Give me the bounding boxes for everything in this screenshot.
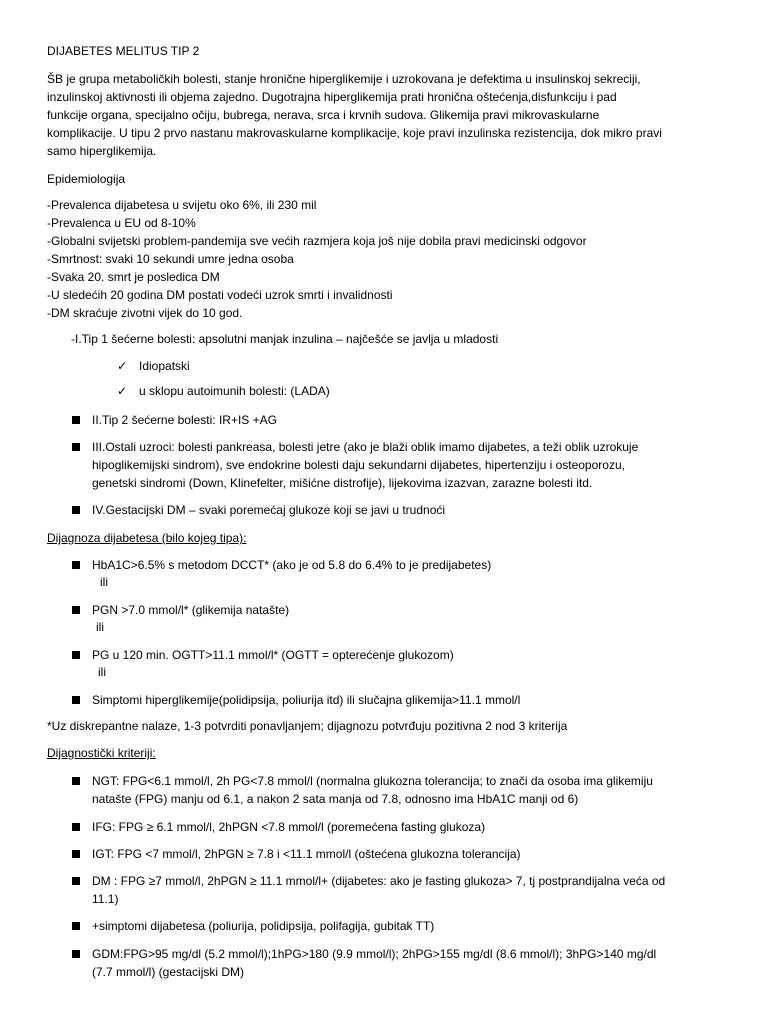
criteria-dm-line: DM : FPG ≥7 mmol/l, 2hPGN ≥ 11.1 mmol/l+ (dijabetes: ako je fasting glukoza> 7, tj postprandijalna veća od <box>92 874 666 888</box>
document-title: DIJABETES MELITUS TIP 2 <box>47 44 200 58</box>
square-bullet-icon <box>72 506 80 514</box>
epidemiology-line: -Svaka 20. smrt je posledica DM <box>47 270 220 284</box>
check-icon: ✓ <box>117 359 128 373</box>
or-label: ili <box>98 665 106 679</box>
criteria-ngt-line: natašte (FPG) manju od 6.1, a nakon 2 sata manja od 7.8, odnosno ima HbA1C manji od 6) <box>92 792 579 806</box>
square-bullet-icon <box>72 950 80 958</box>
epidemiology-line: -DM skraćuje zivotni vijek do 10 god. <box>47 306 243 320</box>
diagnosis-heading: Dijagnoza dijabetesa (bilo kojeg tipa): <box>47 531 247 545</box>
square-bullet-icon <box>72 922 80 930</box>
intro-line: komplikacije. U tipu 2 prvo nastanu makrovaskularne komplikacije, koje pravi inzulinska rezistencija, dok mikro pravi <box>47 126 662 140</box>
square-bullet-icon <box>72 443 80 451</box>
square-bullet-icon <box>72 877 80 885</box>
square-bullet-icon <box>72 696 80 704</box>
square-bullet-icon <box>72 416 80 424</box>
square-bullet-icon <box>72 651 80 659</box>
epidemiology-line: -Prevalenca u EU od 8-10% <box>47 216 196 230</box>
criteria-ngt-line: NGT: FPG<6.1 mmol/l, 2h PG<7.8 mmol/l (normalna glukozna tolerancija; to znači da osoba ima glikemiju <box>92 774 653 788</box>
other-causes-line: genetski sindromi (Down, Klinefelter, mišićne distrofije), lijekovima izazvan, zarazne bolesti itd. <box>92 476 593 490</box>
criteria-dm-line: 11.1) <box>92 892 119 906</box>
or-label: ili <box>100 575 108 589</box>
check-icon: ✓ <box>117 384 128 398</box>
diagnosis-item: PGN >7.0 mmol/l* (glikemija natašte) <box>92 603 290 617</box>
epidemiology-line: -Globalni svijetski problem-pandemija sve većih razmjera koja još nije dobila pravi medicinski odgovor <box>47 234 587 248</box>
criteria-symptoms-line: +simptomi dijabetesa (poliurija, polidipsija, polifagija, gubitak TT) <box>92 919 435 933</box>
criteria-gdm-line: (7.7 mmol/l) (gestacijski DM) <box>92 965 245 979</box>
square-bullet-icon <box>72 823 80 831</box>
type1-line: -I.Tip 1 šećerne bolesti: apsolutni manjak inzulina – najčešće se javlja u mladosti <box>71 332 499 346</box>
epidemiology-line: -U sledećih 20 godina DM postati vodeći uzrok smrti i invalidnosti <box>47 288 393 302</box>
epidemiology-line: -Prevalenca dijabetesa u svijetu oko 6%, ili 230 mil <box>47 198 317 212</box>
criteria-igt-line: IGT: FPG <7 mmol/l, 2hPGN ≥ 7.8 i <11.1 mmol/l (oštećena glukozna tolerancija) <box>92 847 521 861</box>
type1-subitem: Idiopatski <box>139 359 190 373</box>
square-bullet-icon <box>72 777 80 785</box>
intro-line: funkcije organa, specijalno očiju, bubrega, nerava, srca i krvnih sudova. Glikemija pravi mikrovaskularne <box>47 108 600 122</box>
criteria-heading: Dijagnostički kriteriji: <box>47 746 156 760</box>
epidemiology-heading: Epidemiologija <box>47 172 126 186</box>
square-bullet-icon <box>72 561 80 569</box>
type2-line: II.Tip 2 šećerne bolesti: IR+IS +AG <box>92 413 277 427</box>
diagnosis-item: Simptomi hiperglikemije(polidipsija, poliurija itd) ili slučajna glikemija>11.1 mmol/l <box>92 693 521 707</box>
square-bullet-icon <box>72 606 80 614</box>
intro-line: inzulinskoj aktivnosti ili objema zajedno. Dugotrajna hiperglikemija prati hronična oštećenja,disfunkciju i pad <box>47 90 617 104</box>
diagnosis-item: HbA1C>6.5% s metodom DCCT* (ako je od 5.8 do 6.4% to je predijabetes) <box>92 558 492 572</box>
criteria-gdm-line: GDM:FPG>95 mg/dl (5.2 mmol/l);1hPG>180 (9.9 mmol/l); 2hPG>155 mg/dl (8.6 mmol/l); 3hPG>140 mg/dl <box>92 947 657 961</box>
epidemiology-line: -Smrtnost: svaki 10 sekundi umre jedna osoba <box>47 252 294 266</box>
diagnosis-item: PG u 120 min. OGTT>11.1 mmol/l* (OGTT = opterećenje glukozom) <box>92 648 454 662</box>
criteria-ifg-line: IFG: FPG ≥ 6.1 mmol/l, 2hPGN <7.8 mmol/l (poremećena fasting glukoza) <box>92 820 486 834</box>
intro-line: samo hiperglikemija. <box>47 144 157 158</box>
square-bullet-icon <box>72 850 80 858</box>
diagnosis-note: *Uz diskrepantne nalaze, 1-3 potvrditi ponavljanjem; dijagnozu potvrđuju pozitivna 2 nod 3 kriterija <box>47 719 568 733</box>
or-label: ili <box>96 620 104 634</box>
type1-subitem: u sklopu autoimunih bolesti: (LADA) <box>139 384 330 398</box>
other-causes-line: hipoglikemijski sindrom), sve endokrine bolesti daju sekundarni dijabetes, hipertenziju i osteoporozu, <box>92 458 625 472</box>
intro-line: ŠB je grupa metaboličkih bolesti, stanje hronične hiperglikemije i uzrokovana je defektima u insulinskoj sekreciji, <box>47 72 641 86</box>
gestational-line: IV.Gestacijski DM – svaki poremećaj glukoze koji se javi u trudnoći <box>92 503 446 517</box>
other-causes-line: III.Ostali uzroci: bolesti pankreasa, bolesti jetre (ako je blaži oblik imamo dijabetes, a teži oblik uzrokuje <box>92 440 639 454</box>
